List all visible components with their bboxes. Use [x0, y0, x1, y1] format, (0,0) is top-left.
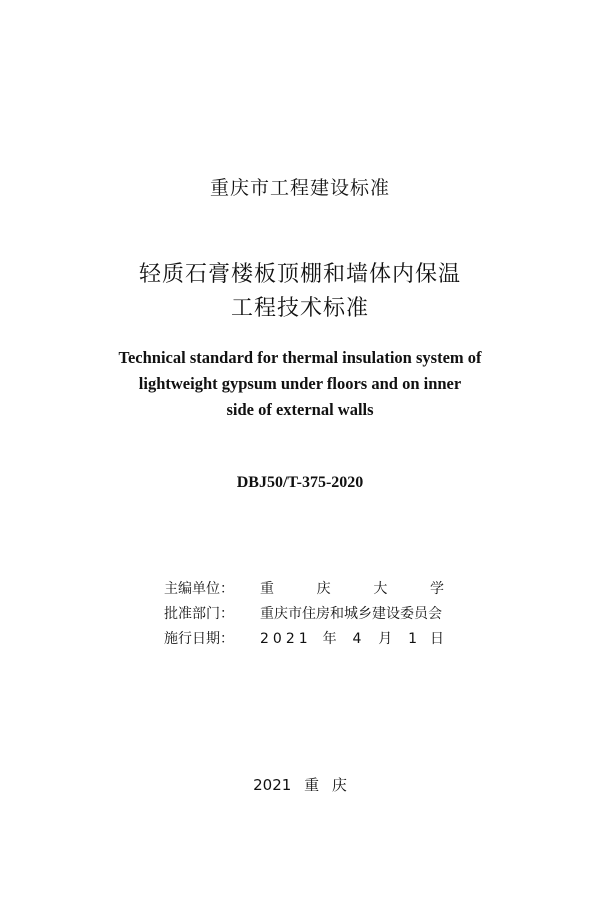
date-digit: 1 — [298, 631, 308, 647]
english-title-line-2: lightweight gypsum under floors and on inner — [138, 374, 462, 393]
editor-value — [260, 577, 444, 602]
date-digit: 1 — [408, 631, 418, 647]
date-row — [164, 627, 444, 652]
editor-char: 大 — [373, 581, 388, 597]
chinese-title — [0, 258, 600, 326]
english-title — [0, 345, 600, 423]
standard-series-title: 重庆市工程建设标准 — [209, 177, 390, 199]
date-month-char: 月 — [378, 631, 393, 647]
publication-info — [164, 577, 444, 652]
editor-char: 学 — [429, 581, 444, 597]
publication-place-year: 2021 重 庆 — [253, 776, 347, 794]
editor-char: 重 — [260, 581, 274, 597]
date-value — [260, 627, 444, 652]
date-digit: 4 — [352, 631, 362, 647]
editor-row — [164, 577, 444, 602]
date-digit: 0 — [272, 631, 282, 647]
english-title-line-1: Technical standard for thermal insulation system of — [118, 348, 482, 367]
editor-label: 主编单位： — [164, 581, 234, 597]
date-digit: 2 — [260, 631, 269, 647]
date-label: 施行日期： — [164, 631, 234, 647]
chinese-title-line-2: 工程技术标准 — [230, 296, 369, 321]
approver-value: 重庆市住房和城乡建设委员会 — [260, 606, 442, 622]
approver-row — [164, 602, 444, 627]
editor-char: 庆 — [316, 581, 331, 597]
standard-code: DBJ50/T-375-2020 — [236, 474, 364, 491]
date-year-char: 年 — [322, 631, 337, 647]
date-day-char: 日 — [430, 631, 444, 647]
approver-label: 批准部门： — [164, 606, 234, 622]
date-digit: 2 — [285, 631, 295, 647]
chinese-title-line-1: 轻质石膏楼板顶棚和墙体内保温 — [138, 262, 461, 287]
english-title-line-3: side of external walls — [226, 400, 374, 419]
